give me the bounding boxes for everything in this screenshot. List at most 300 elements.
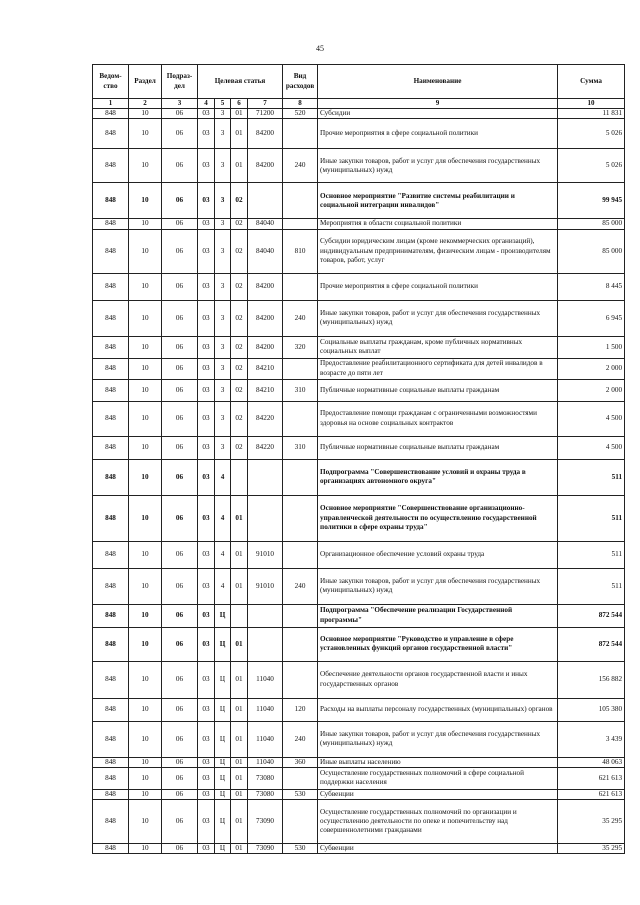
cell-vedomstvo: 848 bbox=[93, 436, 129, 459]
cell-podrazdel: 06 bbox=[162, 661, 198, 698]
cell-podrazdel: 06 bbox=[162, 698, 198, 721]
cell-subprogram: Ц bbox=[215, 789, 231, 799]
table-row bbox=[93, 273, 625, 300]
cell-subprogram: Ц bbox=[215, 721, 231, 757]
cell-subprogram: Ц bbox=[215, 800, 231, 844]
cell-subprogram: 3 bbox=[215, 229, 231, 273]
cell-naimenovanie: Иные закупки товаров, работ и услуг для обеспечения государственных (муниципальных) нужд bbox=[318, 149, 558, 183]
cell-program: 03 bbox=[198, 698, 215, 721]
cell-podrazdel: 06 bbox=[162, 721, 198, 757]
cell-podrazdel: 06 bbox=[162, 401, 198, 436]
cell-event: 02 bbox=[231, 401, 248, 436]
header-vid-rashodov: Вид расходов bbox=[283, 65, 318, 99]
cell-summa: 35 295 bbox=[558, 844, 625, 854]
cell-podrazdel: 06 bbox=[162, 300, 198, 336]
cell-subprogram: 3 bbox=[215, 436, 231, 459]
cell-program: 03 bbox=[198, 401, 215, 436]
cell-naimenovanie: Субсидии юридическим лицам (кроме некоммерческих организаций), индивидуальным предпринимателям, физическим лицам - производителям товаров, работ, услуг bbox=[318, 229, 558, 273]
cell-vedomstvo: 848 bbox=[93, 358, 129, 379]
cell-vedomstvo: 848 bbox=[93, 767, 129, 789]
cell-vedomstvo: 848 bbox=[93, 844, 129, 854]
table-row bbox=[93, 568, 625, 604]
cell-razdel: 10 bbox=[129, 800, 162, 844]
cell-program: 03 bbox=[198, 604, 215, 627]
cell-event: 02 bbox=[231, 300, 248, 336]
cell-vid-rashodov bbox=[283, 627, 318, 661]
cell-podrazdel: 06 bbox=[162, 149, 198, 183]
cell-summa: 4 500 bbox=[558, 436, 625, 459]
cell-vedomstvo: 848 bbox=[93, 459, 129, 495]
cell-program: 03 bbox=[198, 661, 215, 698]
cell-vedomstvo: 848 bbox=[93, 789, 129, 799]
cell-vedomstvo: 848 bbox=[93, 698, 129, 721]
cell-vid-rashodov bbox=[283, 219, 318, 229]
cell-subprogram: 3 bbox=[215, 183, 231, 219]
cell-naimenovanie: Осуществление государственных полномочий по организации и осуществлению деятельности по опеке и попечительству над совершеннолетними гражданами bbox=[318, 800, 558, 844]
cell-vid-rashodov bbox=[283, 459, 318, 495]
header-number: 7 bbox=[248, 99, 283, 109]
cell-vid-rashodov bbox=[283, 604, 318, 627]
cell-program: 03 bbox=[198, 300, 215, 336]
cell-razdel: 10 bbox=[129, 358, 162, 379]
cell-program: 03 bbox=[198, 495, 215, 541]
cell-subprogram: 4 bbox=[215, 495, 231, 541]
cell-event: 02 bbox=[231, 358, 248, 379]
cell-vedomstvo: 848 bbox=[93, 300, 129, 336]
cell-podrazdel: 06 bbox=[162, 844, 198, 854]
page-number: 45 bbox=[316, 44, 324, 53]
cell-podrazdel: 06 bbox=[162, 379, 198, 401]
cell-direction: 11040 bbox=[248, 721, 283, 757]
cell-vid-rashodov: 240 bbox=[283, 300, 318, 336]
cell-summa: 511 bbox=[558, 495, 625, 541]
cell-razdel: 10 bbox=[129, 757, 162, 767]
cell-podrazdel: 06 bbox=[162, 119, 198, 149]
cell-podrazdel: 06 bbox=[162, 767, 198, 789]
header-summa: Сумма bbox=[558, 65, 625, 99]
cell-podrazdel: 06 bbox=[162, 604, 198, 627]
table-row bbox=[93, 541, 625, 568]
cell-event: 01 bbox=[231, 767, 248, 789]
cell-vid-rashodov bbox=[283, 401, 318, 436]
cell-program: 03 bbox=[198, 627, 215, 661]
cell-podrazdel: 06 bbox=[162, 109, 198, 119]
cell-podrazdel: 06 bbox=[162, 459, 198, 495]
header-number: 5 bbox=[215, 99, 231, 109]
cell-event: 01 bbox=[231, 627, 248, 661]
cell-naimenovanie: Организационное обеспечение условий охраны труда bbox=[318, 541, 558, 568]
header-number: 4 bbox=[198, 99, 215, 109]
cell-program: 03 bbox=[198, 459, 215, 495]
table-row bbox=[93, 219, 625, 229]
cell-vedomstvo: 848 bbox=[93, 273, 129, 300]
cell-program: 03 bbox=[198, 767, 215, 789]
cell-summa: 511 bbox=[558, 568, 625, 604]
cell-vedomstvo: 848 bbox=[93, 604, 129, 627]
cell-naimenovanie: Основное мероприятие "Развитие системы реабилитации и социальной интеграции инвалидов" bbox=[318, 183, 558, 219]
header-podrazdel: Подраз-дел bbox=[162, 65, 198, 99]
cell-event: 01 bbox=[231, 800, 248, 844]
cell-direction: 84200 bbox=[248, 336, 283, 358]
cell-subprogram: 3 bbox=[215, 300, 231, 336]
cell-podrazdel: 06 bbox=[162, 219, 198, 229]
cell-vedomstvo: 848 bbox=[93, 119, 129, 149]
cell-direction bbox=[248, 459, 283, 495]
cell-summa: 5 026 bbox=[558, 149, 625, 183]
header-tselevaya-statya: Целевая статья bbox=[198, 65, 283, 99]
table-row bbox=[93, 757, 625, 767]
cell-subprogram: 4 bbox=[215, 459, 231, 495]
cell-summa: 872 544 bbox=[558, 604, 625, 627]
cell-razdel: 10 bbox=[129, 119, 162, 149]
cell-naimenovanie: Расходы на выплаты персоналу государственных (муниципальных) органов bbox=[318, 698, 558, 721]
cell-direction: 11040 bbox=[248, 661, 283, 698]
cell-razdel: 10 bbox=[129, 401, 162, 436]
cell-summa: 6 945 bbox=[558, 300, 625, 336]
cell-direction bbox=[248, 183, 283, 219]
cell-vid-rashodov bbox=[283, 495, 318, 541]
cell-vedomstvo: 848 bbox=[93, 541, 129, 568]
cell-subprogram: Ц bbox=[215, 661, 231, 698]
header-number: 9 bbox=[318, 99, 558, 109]
cell-program: 03 bbox=[198, 844, 215, 854]
header-number: 6 bbox=[231, 99, 248, 109]
cell-summa: 85 000 bbox=[558, 219, 625, 229]
cell-vedomstvo: 848 bbox=[93, 149, 129, 183]
cell-event: 01 bbox=[231, 109, 248, 119]
cell-naimenovanie: Основное мероприятие "Совершенствование организационно-управленческой деятельности по осуществлению государственной политики в сфере охраны труда" bbox=[318, 495, 558, 541]
header-number: 8 bbox=[283, 99, 318, 109]
cell-vid-rashodov: 530 bbox=[283, 789, 318, 799]
cell-summa: 621 613 bbox=[558, 767, 625, 789]
table-row bbox=[93, 358, 625, 379]
cell-subprogram: 3 bbox=[215, 149, 231, 183]
cell-program: 03 bbox=[198, 436, 215, 459]
cell-razdel: 10 bbox=[129, 627, 162, 661]
cell-direction: 84210 bbox=[248, 379, 283, 401]
cell-razdel: 10 bbox=[129, 109, 162, 119]
cell-subprogram: Ц bbox=[215, 698, 231, 721]
cell-naimenovanie: Подпрограмма "Совершенствование условий и охраны труда в организациях автономного округа" bbox=[318, 459, 558, 495]
cell-vedomstvo: 848 bbox=[93, 109, 129, 119]
cell-naimenovanie: Прочие мероприятия в сфере социальной политики bbox=[318, 273, 558, 300]
cell-naimenovanie: Мероприятия в области социальной политики bbox=[318, 219, 558, 229]
cell-event: 02 bbox=[231, 273, 248, 300]
cell-podrazdel: 06 bbox=[162, 627, 198, 661]
cell-summa: 11 831 bbox=[558, 109, 625, 119]
table-row bbox=[93, 300, 625, 336]
cell-vedomstvo: 848 bbox=[93, 800, 129, 844]
cell-vedomstvo: 848 bbox=[93, 336, 129, 358]
cell-vid-rashodov: 310 bbox=[283, 436, 318, 459]
cell-vid-rashodov: 120 bbox=[283, 698, 318, 721]
cell-program: 03 bbox=[198, 568, 215, 604]
cell-vid-rashodov: 520 bbox=[283, 109, 318, 119]
cell-naimenovanie: Подпрограмма "Обеспечение реализации Государственной программы" bbox=[318, 604, 558, 627]
cell-vid-rashodov bbox=[283, 800, 318, 844]
cell-summa: 4 500 bbox=[558, 401, 625, 436]
cell-program: 03 bbox=[198, 149, 215, 183]
cell-podrazdel: 06 bbox=[162, 800, 198, 844]
cell-event: 01 bbox=[231, 844, 248, 854]
cell-podrazdel: 06 bbox=[162, 183, 198, 219]
cell-program: 03 bbox=[198, 336, 215, 358]
cell-vedomstvo: 848 bbox=[93, 401, 129, 436]
cell-subprogram: 4 bbox=[215, 541, 231, 568]
cell-vedomstvo: 848 bbox=[93, 183, 129, 219]
cell-vedomstvo: 848 bbox=[93, 627, 129, 661]
cell-vid-rashodov: 240 bbox=[283, 721, 318, 757]
cell-razdel: 10 bbox=[129, 183, 162, 219]
cell-direction: 73090 bbox=[248, 844, 283, 854]
table-body bbox=[93, 109, 625, 854]
cell-event: 01 bbox=[231, 789, 248, 799]
cell-vid-rashodov bbox=[283, 183, 318, 219]
cell-vedomstvo: 848 bbox=[93, 661, 129, 698]
cell-podrazdel: 06 bbox=[162, 789, 198, 799]
cell-vedomstvo: 848 bbox=[93, 568, 129, 604]
cell-naimenovanie: Предоставление реабилитационного сертификата для детей инвалидов в возрасте до пяти лет bbox=[318, 358, 558, 379]
cell-subprogram: Ц bbox=[215, 757, 231, 767]
table-row bbox=[93, 800, 625, 844]
header-number: 2 bbox=[129, 99, 162, 109]
cell-direction: 84200 bbox=[248, 300, 283, 336]
cell-naimenovanie: Публичные нормативные социальные выплаты гражданам bbox=[318, 436, 558, 459]
cell-naimenovanie: Иные выплаты населению bbox=[318, 757, 558, 767]
cell-razdel: 10 bbox=[129, 789, 162, 799]
cell-program: 03 bbox=[198, 229, 215, 273]
cell-program: 03 bbox=[198, 541, 215, 568]
cell-razdel: 10 bbox=[129, 698, 162, 721]
table-row bbox=[93, 721, 625, 757]
cell-vedomstvo: 848 bbox=[93, 229, 129, 273]
cell-podrazdel: 06 bbox=[162, 568, 198, 604]
cell-summa: 511 bbox=[558, 541, 625, 568]
cell-program: 03 bbox=[198, 358, 215, 379]
cell-event: 01 bbox=[231, 495, 248, 541]
header-naimenovanie: Наименование bbox=[318, 65, 558, 99]
cell-direction: 11040 bbox=[248, 698, 283, 721]
cell-razdel: 10 bbox=[129, 300, 162, 336]
cell-program: 03 bbox=[198, 183, 215, 219]
cell-razdel: 10 bbox=[129, 721, 162, 757]
budget-table bbox=[92, 64, 625, 854]
cell-direction: 84040 bbox=[248, 229, 283, 273]
cell-subprogram: 3 bbox=[215, 119, 231, 149]
cell-direction: 91010 bbox=[248, 568, 283, 604]
cell-naimenovanie: Социальные выплаты гражданам, кроме публичных нормативных социальных выплат bbox=[318, 336, 558, 358]
header-number: 10 bbox=[558, 99, 625, 109]
cell-naimenovanie: Субсидии bbox=[318, 109, 558, 119]
cell-naimenovanie: Прочие мероприятия в сфере социальной политики bbox=[318, 119, 558, 149]
cell-razdel: 10 bbox=[129, 229, 162, 273]
cell-event: 01 bbox=[231, 757, 248, 767]
cell-program: 03 bbox=[198, 800, 215, 844]
cell-podrazdel: 06 bbox=[162, 273, 198, 300]
header-vedomstvo: Ведом-ство bbox=[93, 65, 129, 99]
cell-summa: 85 000 bbox=[558, 229, 625, 273]
cell-naimenovanie: Основное мероприятие "Руководство и управление в сфере установленных функций органов государственной власти" bbox=[318, 627, 558, 661]
cell-direction: 71200 bbox=[248, 109, 283, 119]
cell-event: 02 bbox=[231, 229, 248, 273]
cell-subprogram: 3 bbox=[215, 379, 231, 401]
cell-event: 01 bbox=[231, 119, 248, 149]
cell-event bbox=[231, 604, 248, 627]
cell-subprogram: 3 bbox=[215, 219, 231, 229]
cell-vid-rashodov: 810 bbox=[283, 229, 318, 273]
table-row bbox=[93, 149, 625, 183]
cell-naimenovanie: Субвенции bbox=[318, 789, 558, 799]
cell-vid-rashodov: 310 bbox=[283, 379, 318, 401]
cell-direction bbox=[248, 627, 283, 661]
cell-event: 01 bbox=[231, 698, 248, 721]
cell-summa: 99 945 bbox=[558, 183, 625, 219]
cell-subprogram: 3 bbox=[215, 336, 231, 358]
table-row bbox=[93, 495, 625, 541]
cell-event: 02 bbox=[231, 436, 248, 459]
table-row bbox=[93, 661, 625, 698]
cell-vid-rashodov: 240 bbox=[283, 149, 318, 183]
cell-subprogram: Ц bbox=[215, 627, 231, 661]
cell-naimenovanie: Субвенции bbox=[318, 844, 558, 854]
cell-vid-rashodov bbox=[283, 541, 318, 568]
cell-razdel: 10 bbox=[129, 844, 162, 854]
cell-razdel: 10 bbox=[129, 149, 162, 183]
cell-program: 03 bbox=[198, 379, 215, 401]
header-razdel: Раздел bbox=[129, 65, 162, 99]
cell-naimenovanie: Публичные нормативные социальные выплаты гражданам bbox=[318, 379, 558, 401]
cell-vid-rashodov bbox=[283, 273, 318, 300]
cell-summa: 5 026 bbox=[558, 119, 625, 149]
cell-direction: 84220 bbox=[248, 436, 283, 459]
cell-vedomstvo: 848 bbox=[93, 219, 129, 229]
cell-subprogram: Ц bbox=[215, 767, 231, 789]
table-row bbox=[93, 789, 625, 799]
cell-vid-rashodov bbox=[283, 119, 318, 149]
cell-podrazdel: 06 bbox=[162, 436, 198, 459]
cell-podrazdel: 06 bbox=[162, 336, 198, 358]
cell-event: 02 bbox=[231, 336, 248, 358]
cell-razdel: 10 bbox=[129, 436, 162, 459]
cell-event: 02 bbox=[231, 183, 248, 219]
cell-subprogram: 3 bbox=[215, 273, 231, 300]
cell-razdel: 10 bbox=[129, 541, 162, 568]
cell-razdel: 10 bbox=[129, 219, 162, 229]
cell-event bbox=[231, 459, 248, 495]
cell-vid-rashodov bbox=[283, 358, 318, 379]
cell-naimenovanie: Иные закупки товаров, работ и услуг для обеспечения государственных (муниципальных) нужд bbox=[318, 721, 558, 757]
cell-vedomstvo: 848 bbox=[93, 495, 129, 541]
cell-summa: 872 544 bbox=[558, 627, 625, 661]
cell-podrazdel: 06 bbox=[162, 358, 198, 379]
cell-direction: 84200 bbox=[248, 273, 283, 300]
cell-program: 03 bbox=[198, 119, 215, 149]
cell-subprogram: 3 bbox=[215, 109, 231, 119]
table-row bbox=[93, 109, 625, 119]
table-row bbox=[93, 183, 625, 219]
table-row bbox=[93, 401, 625, 436]
cell-vid-rashodov: 320 bbox=[283, 336, 318, 358]
cell-razdel: 10 bbox=[129, 336, 162, 358]
cell-razdel: 10 bbox=[129, 495, 162, 541]
header-number: 1 bbox=[93, 99, 129, 109]
cell-direction: 73080 bbox=[248, 789, 283, 799]
cell-subprogram: Ц bbox=[215, 604, 231, 627]
cell-program: 03 bbox=[198, 721, 215, 757]
cell-summa: 8 445 bbox=[558, 273, 625, 300]
cell-program: 03 bbox=[198, 757, 215, 767]
cell-program: 03 bbox=[198, 789, 215, 799]
table-row bbox=[93, 604, 625, 627]
cell-vedomstvo: 848 bbox=[93, 757, 129, 767]
cell-vid-rashodov: 240 bbox=[283, 568, 318, 604]
cell-summa: 2 000 bbox=[558, 358, 625, 379]
table-row bbox=[93, 767, 625, 789]
cell-vedomstvo: 848 bbox=[93, 721, 129, 757]
cell-razdel: 10 bbox=[129, 568, 162, 604]
cell-summa: 2 000 bbox=[558, 379, 625, 401]
cell-podrazdel: 06 bbox=[162, 229, 198, 273]
cell-event: 02 bbox=[231, 379, 248, 401]
table-row bbox=[93, 336, 625, 358]
cell-summa: 105 380 bbox=[558, 698, 625, 721]
table-row bbox=[93, 459, 625, 495]
cell-subprogram: 3 bbox=[215, 401, 231, 436]
cell-event: 02 bbox=[231, 219, 248, 229]
cell-naimenovanie: Осуществление государственных полномочий в сфере социальной поддержки населения bbox=[318, 767, 558, 789]
cell-direction: 73090 bbox=[248, 800, 283, 844]
cell-razdel: 10 bbox=[129, 459, 162, 495]
cell-razdel: 10 bbox=[129, 767, 162, 789]
table-row bbox=[93, 627, 625, 661]
cell-subprogram: 3 bbox=[215, 358, 231, 379]
cell-direction: 84200 bbox=[248, 119, 283, 149]
cell-subprogram: Ц bbox=[215, 844, 231, 854]
cell-event: 01 bbox=[231, 541, 248, 568]
cell-vedomstvo: 848 bbox=[93, 379, 129, 401]
cell-summa: 511 bbox=[558, 459, 625, 495]
cell-direction: 84210 bbox=[248, 358, 283, 379]
cell-direction: 84200 bbox=[248, 149, 283, 183]
table-row bbox=[93, 436, 625, 459]
cell-summa: 35 295 bbox=[558, 800, 625, 844]
cell-vid-rashodov bbox=[283, 661, 318, 698]
cell-subprogram: 4 bbox=[215, 568, 231, 604]
table-row bbox=[93, 229, 625, 273]
cell-summa: 1 500 bbox=[558, 336, 625, 358]
cell-summa: 156 882 bbox=[558, 661, 625, 698]
table-row bbox=[93, 119, 625, 149]
cell-podrazdel: 06 bbox=[162, 541, 198, 568]
cell-direction: 91010 bbox=[248, 541, 283, 568]
cell-podrazdel: 06 bbox=[162, 757, 198, 767]
cell-podrazdel: 06 bbox=[162, 495, 198, 541]
cell-direction: 84040 bbox=[248, 219, 283, 229]
cell-summa: 621 613 bbox=[558, 789, 625, 799]
cell-event: 01 bbox=[231, 721, 248, 757]
table-row bbox=[93, 844, 625, 854]
cell-summa: 3 439 bbox=[558, 721, 625, 757]
cell-vid-rashodov: 360 bbox=[283, 757, 318, 767]
cell-razdel: 10 bbox=[129, 379, 162, 401]
cell-event: 01 bbox=[231, 661, 248, 698]
cell-direction: 11040 bbox=[248, 757, 283, 767]
cell-summa: 48 063 bbox=[558, 757, 625, 767]
cell-event: 01 bbox=[231, 149, 248, 183]
cell-program: 03 bbox=[198, 273, 215, 300]
cell-razdel: 10 bbox=[129, 273, 162, 300]
cell-event: 01 bbox=[231, 568, 248, 604]
